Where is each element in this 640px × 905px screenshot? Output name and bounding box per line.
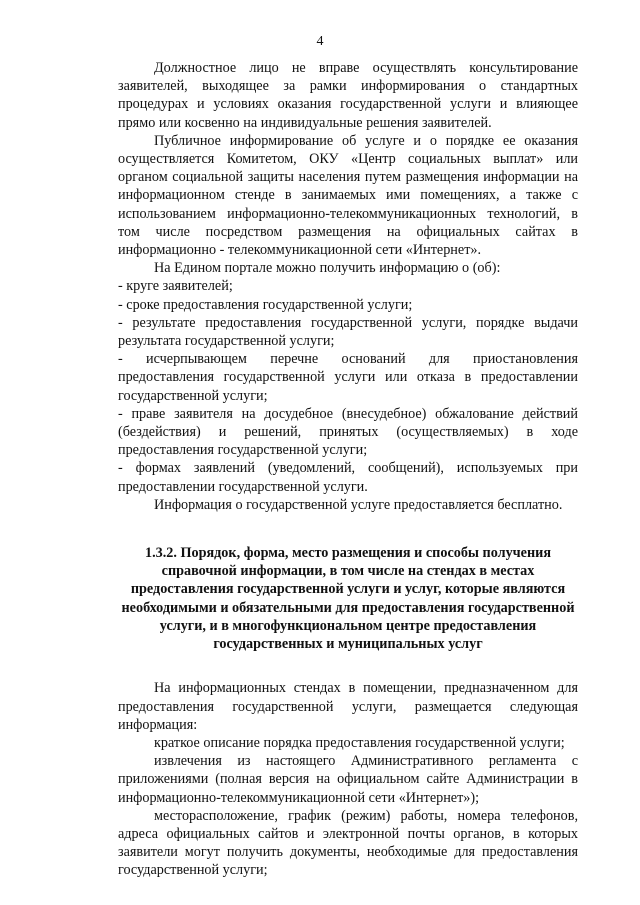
page-number: 4 [316,34,324,49]
consulting-restriction-paragraph: Должностное лицо не вправе осуществлять консультирование заявителей, выходящее за рамки информирования о стандартных процедурах и условиях оказания государственной услуги и влияющее прямо или косвенно на индивидуальные решения заявителей. [118,60,578,131]
portal-list-item: - результате предоставления государственной услуги, порядке выдачи результата государственной услуги; [118,314,578,350]
stand-list-item: извлечения из настоящего Административного регламента с приложениями (полная версия на официальном сайте Администрации в информационно-телекоммуникационной сети «Интернет»); [118,753,578,806]
section-heading: 1.3.2. Порядок, форма, место размещения и способы получения справочной информации, в том числе на стендах в местах предоставления государственной услуги и услуг, которые являются необходимыми и обязательными для предоставления государственной услуги, и в многофункциональном центре предоставления государственных и муниципальных услуг [121,545,575,653]
public-informing-paragraph: Публичное информирование об услуге и о порядке ее оказания осуществляется Комитетом, ОКУ «Центр социальных выплат» или органом социальной защиты населения путем размещения информации на информационном стенде в занимаемых ими помещениях, а также с использованием информационно-телекоммуникационных технологий, в том числе посредством размещения на официальных сайтах в информационно - телекоммуникационной сети «Интернет». [118,132,578,259]
portal-info-intro: На Едином портале можно получить информацию о (об): [154,260,501,277]
free-info-paragraph: Информация о государственной услуге предоставляется бесплатно. [154,496,563,513]
portal-list-item: - формах заявлений (уведомлений, сообщений), используемых при предоставлении государственной услуги. [118,460,578,495]
stand-list-item: месторасположение, график (режим) работы, номера телефонов, адреса официальных сайтов и электронной почты органов, в которых заявители могут получить документы, необходимые для предоставления государственной услуги; [118,807,578,879]
portal-list-item: - круге заявителей; [118,278,233,295]
stand-list-item: краткое описание порядка предоставления государственной услуги; [154,734,565,751]
stand-intro-paragraph: На информационных стендах в помещении, предназначенном для предоставления государственной услуги, размещается следующая информация: [118,680,578,733]
portal-list-item: - праве заявителя на досудебное (внесудебное) обжалование действий (бездействия) и решений, принятых (осуществляемых) в ходе предоставления государственной услуги; [118,405,578,459]
portal-list-item: - исчерпывающем перечне оснований для приостановления предоставления государственной услуги или отказа в предоставлении государственной услуги; [118,351,578,404]
document-body [118,59,578,880]
portal-list-item: - сроке предоставления государственной услуги; [118,296,413,313]
